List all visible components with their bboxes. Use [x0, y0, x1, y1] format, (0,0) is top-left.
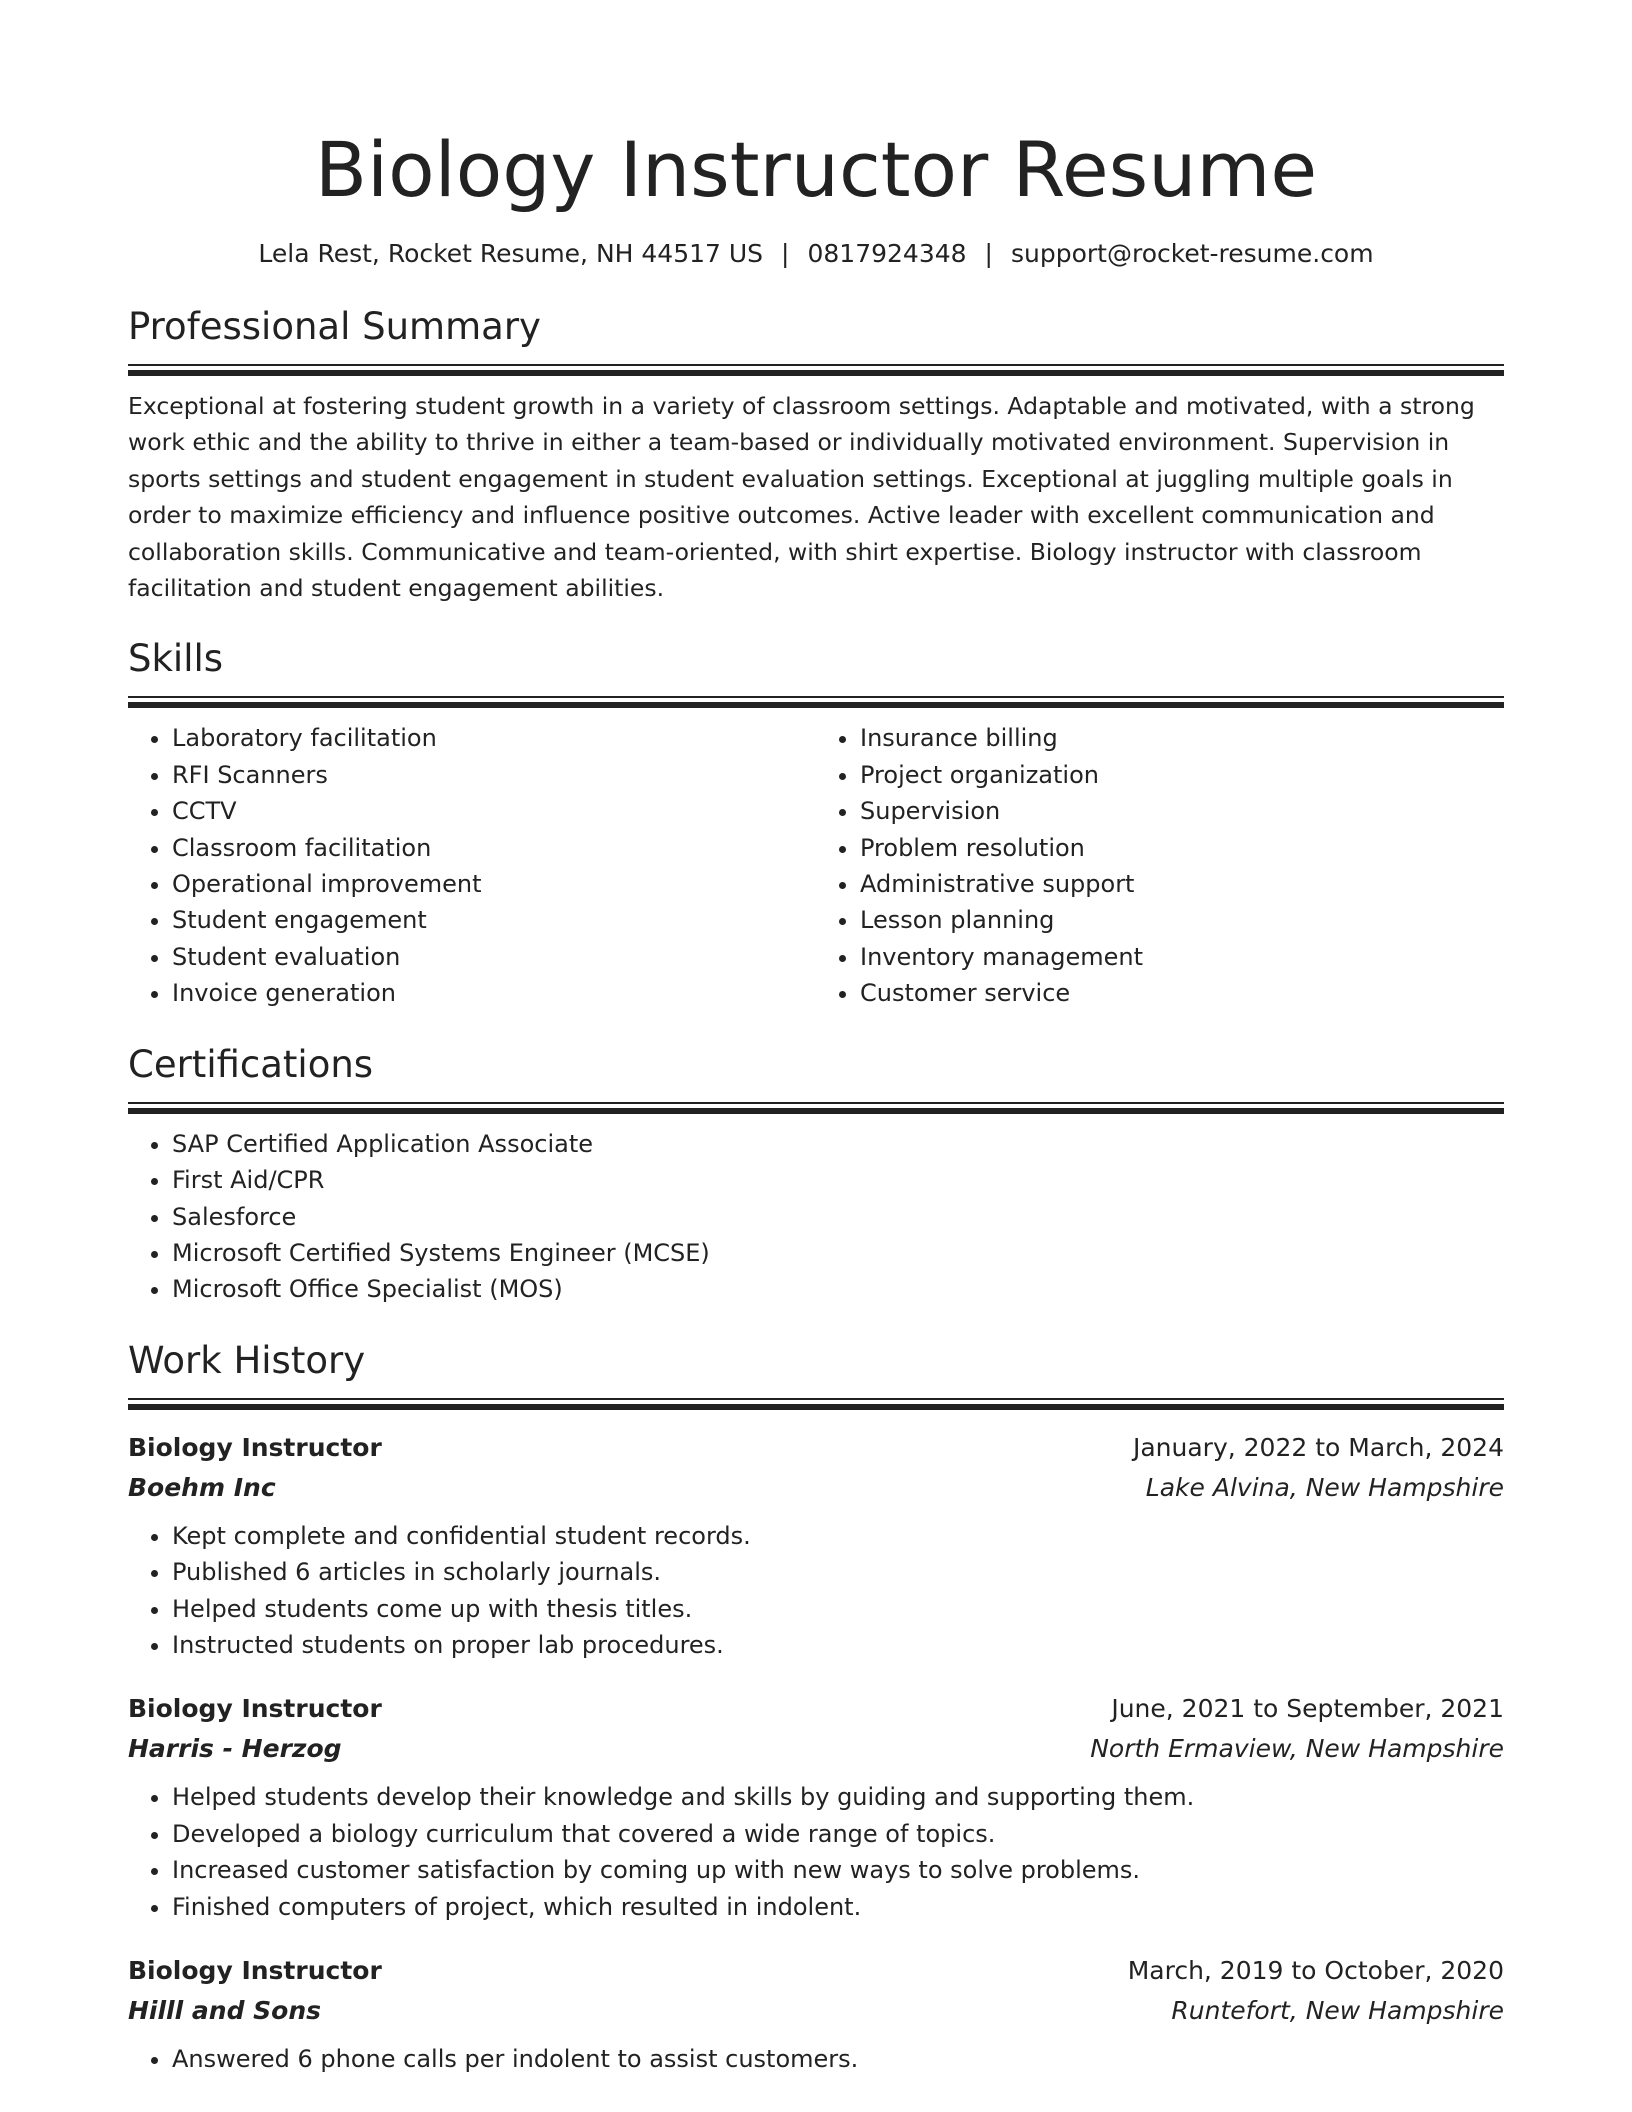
certification-item: • Microsoft Office Specialist (MOS) — [172, 1271, 1504, 1307]
page-title: Biology Instructor Resume — [314, 125, 1318, 214]
skill-item: • Problem resolution — [860, 830, 1504, 866]
job-bullet: • Helped students develop their knowledge and skills by guiding and supporting them. — [172, 1779, 1504, 1815]
job-header-row — [128, 1428, 1504, 1468]
job-bullet: • Answered 6 phone calls per indolent to assist customers. — [172, 2041, 1504, 2077]
job-dates: January, 2022 to March, 2024 — [1132, 1432, 1504, 1462]
certification-item: • Microsoft Certified Systems Engineer (MCSE) — [172, 1235, 1504, 1271]
job-bullet: • Instructed students on proper lab procedures. — [172, 1627, 1504, 1663]
skill-item: • Student engagement — [172, 902, 816, 938]
section-divider — [128, 1398, 1504, 1412]
contact-line — [128, 236, 1504, 272]
job-subheader-row — [128, 1991, 1504, 2031]
skills-list-left — [128, 720, 816, 1011]
skills-list-right — [816, 720, 1504, 1011]
certifications-list — [128, 1126, 1504, 1308]
skills-column-left — [128, 720, 816, 1011]
job-company: Hilll and Sons — [128, 1995, 322, 2025]
job-dates: March, 2019 to October, 2020 — [1127, 1955, 1504, 1985]
skill-item: • Insurance billing — [860, 720, 1504, 756]
skill-item: • Operational improvement — [172, 866, 816, 902]
job-entry — [128, 1951, 1504, 2077]
certifications-heading: Certifications — [128, 1042, 374, 1086]
contact-address: Lela Rest, Rocket Resume, NH 44517 US — [258, 239, 764, 268]
job-bullets — [128, 2041, 1504, 2077]
job-title: Biology Instructor — [128, 1955, 382, 1985]
job-bullet: • Kept complete and confidential student records. — [172, 1518, 1504, 1554]
skill-item: • Classroom facilitation — [172, 830, 816, 866]
job-subheader-row — [128, 1468, 1504, 1508]
summary-heading: Professional Summary — [128, 305, 541, 348]
job-title: Biology Instructor — [128, 1432, 382, 1462]
skill-item: • Invoice generation — [172, 975, 816, 1011]
skills-heading: Skills — [128, 637, 224, 681]
skill-item: • Student evaluation — [172, 939, 816, 975]
job-bullets — [128, 1779, 1504, 1925]
certifications-section — [128, 1040, 1504, 1308]
job-title: Biology Instructor — [128, 1694, 382, 1724]
skill-item: • Administrative support — [860, 866, 1504, 902]
section-divider — [128, 696, 1504, 710]
job-bullet: • Helped students come up with thesis titles. — [172, 1591, 1504, 1627]
certification-item: • SAP Certified Application Associate — [172, 1126, 1504, 1162]
skill-item: • RFI Scanners — [172, 757, 816, 793]
summary-section — [128, 302, 1504, 606]
job-bullet: • Published 6 articles in scholarly journals. — [172, 1554, 1504, 1590]
job-company: Harris - Herzog — [128, 1734, 342, 1764]
skills-section — [128, 634, 1504, 1011]
contact-email[interactable]: support@rocket-resume.com — [1010, 239, 1374, 268]
job-header-row — [128, 1951, 1504, 1991]
skill-item: • Supervision — [860, 793, 1504, 829]
job-entry — [128, 1689, 1504, 1925]
job-bullet: • Developed a biology curriculum that covered a wide range of topics. — [172, 1816, 1504, 1852]
section-divider — [128, 1102, 1504, 1116]
contact-separator: | — [984, 239, 993, 268]
skill-item: • Customer service — [860, 975, 1504, 1011]
certification-item: • First Aid/CPR — [172, 1162, 1504, 1198]
skills-column-right — [816, 720, 1504, 1011]
work-history-heading: Work History — [128, 1338, 366, 1382]
work-history-section — [128, 1336, 1504, 2078]
skill-item: • Inventory management — [860, 939, 1504, 975]
skill-item: • Lesson planning — [860, 902, 1504, 938]
job-location: Runtefort, New Hampshire — [1171, 1995, 1504, 2025]
job-location: Lake Alvina, New Hampshire — [1145, 1472, 1504, 1502]
job-entry — [128, 1428, 1504, 1664]
job-bullets — [128, 1518, 1504, 1664]
job-dates: June, 2021 to September, 2021 — [1111, 1694, 1504, 1724]
job-bullet: • Finished computers of project, which resulted in indolent. — [172, 1889, 1504, 1925]
certification-item: • Salesforce — [172, 1199, 1504, 1235]
contact-phone: 0817924348 — [807, 239, 967, 268]
section-divider — [128, 364, 1504, 378]
skill-item: • CCTV — [172, 793, 816, 829]
skill-item: • Project organization — [860, 757, 1504, 793]
skill-item: • Laboratory facilitation — [172, 720, 816, 756]
job-bullet: • Increased customer satisfaction by coming up with new ways to solve problems. — [172, 1852, 1504, 1888]
job-location: North Ermaview, New Hampshire — [1090, 1734, 1504, 1764]
job-subheader-row — [128, 1729, 1504, 1769]
skills-grid — [128, 720, 1504, 1011]
summary-text: Exceptional at fostering student growth in a variety of classroom settings. Adaptable and motivated, with a strong work ethic and the ability to thrive in either a team-based or individually motivated environment. Supervision in sports settings and student engagement in student evaluation settings. Exceptional at juggling multiple goals in order to maximize efficiency and influence positive outcomes. Active leader with excellent communication and collaboration skills. Communicative and team-oriented, with shirt expertise. Biology instructor with classroom facilitation and student engagement abilities. — [128, 392, 1475, 603]
job-header-row — [128, 1689, 1504, 1729]
contact-separator: | — [781, 239, 790, 268]
job-company: Boehm Inc — [128, 1472, 276, 1502]
